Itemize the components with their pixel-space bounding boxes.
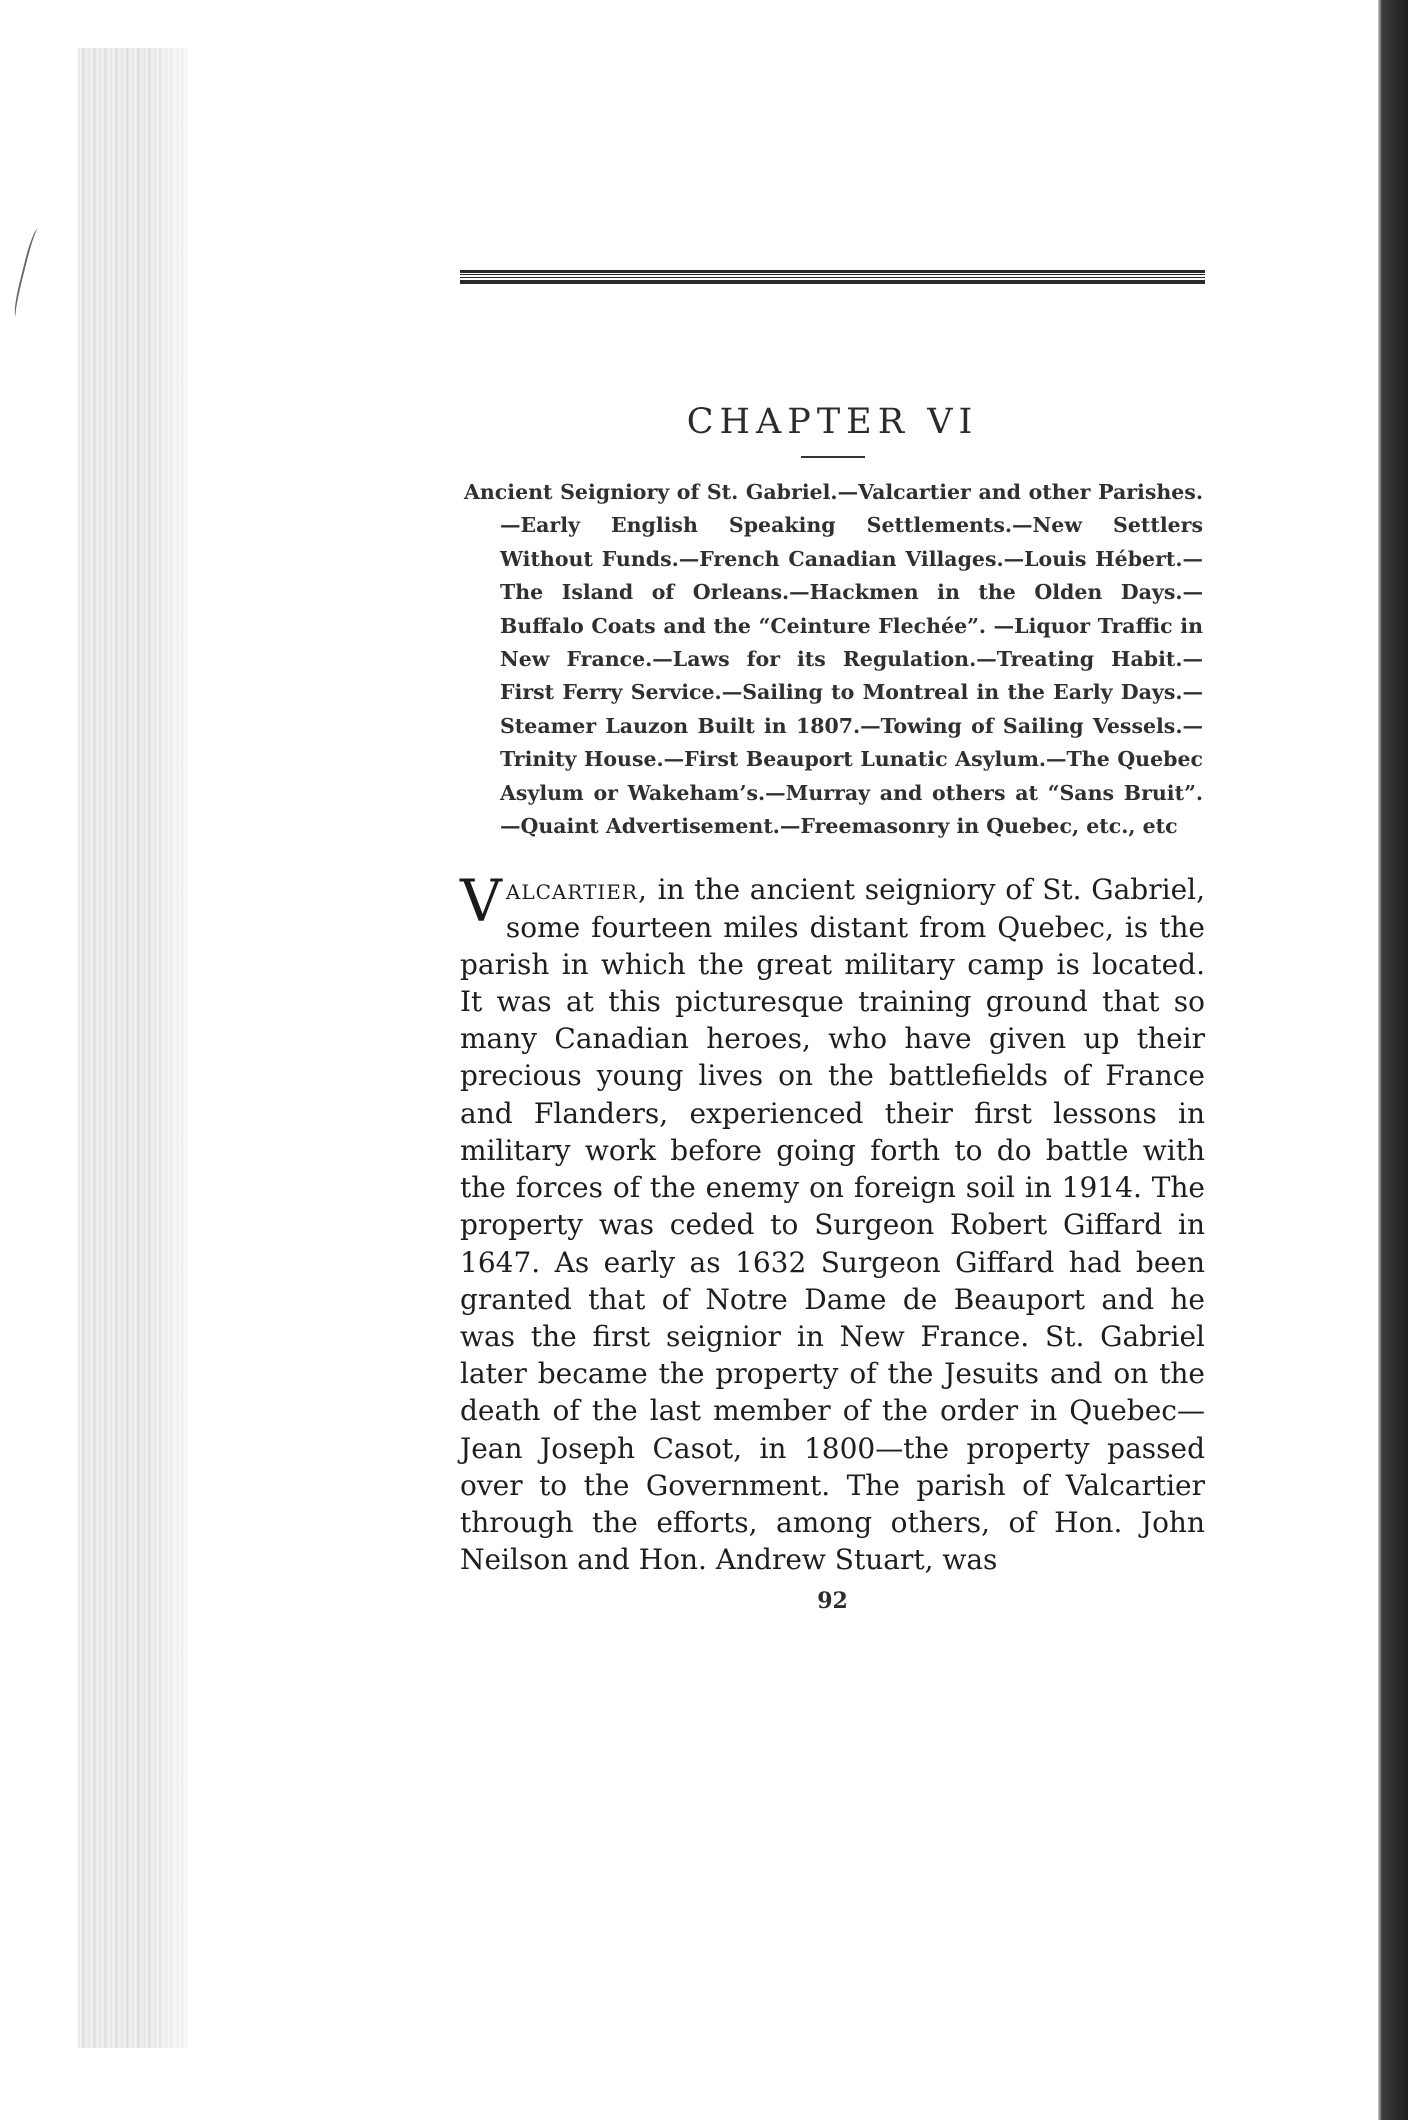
facing-page-edge — [1378, 0, 1408, 2120]
page-number: 92 — [817, 1588, 848, 1615]
header-rule — [460, 270, 1205, 284]
chapter-synopsis: Ancient Seigniory of St. Gabriel.—Valcartier and other Parishes.—Early English Speaking Settlements.—New Settlers Without Funds.—French Canadian Villages.—Louis Hébert.—The Island of Orleans.—Hackmen in the Olden Days.—Buffalo Coats and the “Ceinture Flechée”. —Liquor Traffic in New France.—Laws for its Regulation.—Treating Habit.—First Ferry Service.—Sailing to Montreal in the Early Days.—Steamer Lauzon Built in 1807.—Towing of Sailing Vessels.—Trinity House.—First Beauport Lunatic Asylum.—The Quebec Asylum or Wakeham’s.—Murray and others at “Sans Bruit”.—Quaint Advertisement.—Freemasonry in Quebec, etc., etc — [464, 480, 1203, 839]
gutter-gap — [1370, 0, 1378, 2120]
page-content — [460, 270, 1205, 1614]
title-rule — [801, 456, 865, 458]
margin-mark — [11, 228, 44, 318]
page-edges-fade — [150, 48, 210, 2048]
chapter-title: CHAPTER VI — [686, 402, 979, 442]
lead-word: alcartier, — [505, 873, 648, 907]
body-paragraph — [460, 867, 1205, 1578]
body-text: in the ancient seigniory of St. Gabriel, some fourteen miles distant from Quebec, is the parish in which the great military camp is located. It was at this picturesque training ground that so many Canadian heroes, who have given up their precious young lives on the battlefields of France and Flanders, experienced their first lessons in military work before going forth to do battle with the forces of the enemy on foreign soil in 1914. The property was ceded to Surgeon Robert Giffard in 1647. As early as 1632 Surgeon Giffard had been granted that of Notre Dame de Beauport and he was the first seignior in New France. St. Gabriel later became the property of the Jesuits and on the death of the last member of the order in Quebec—Jean Joseph Casot, in 1800—the property passed over to the Government. The parish of Valcartier through the efforts, among others, of Hon. John Neilson and Hon. Andrew Stuart, was — [460, 873, 1205, 1577]
drop-cap: V — [460, 867, 502, 936]
